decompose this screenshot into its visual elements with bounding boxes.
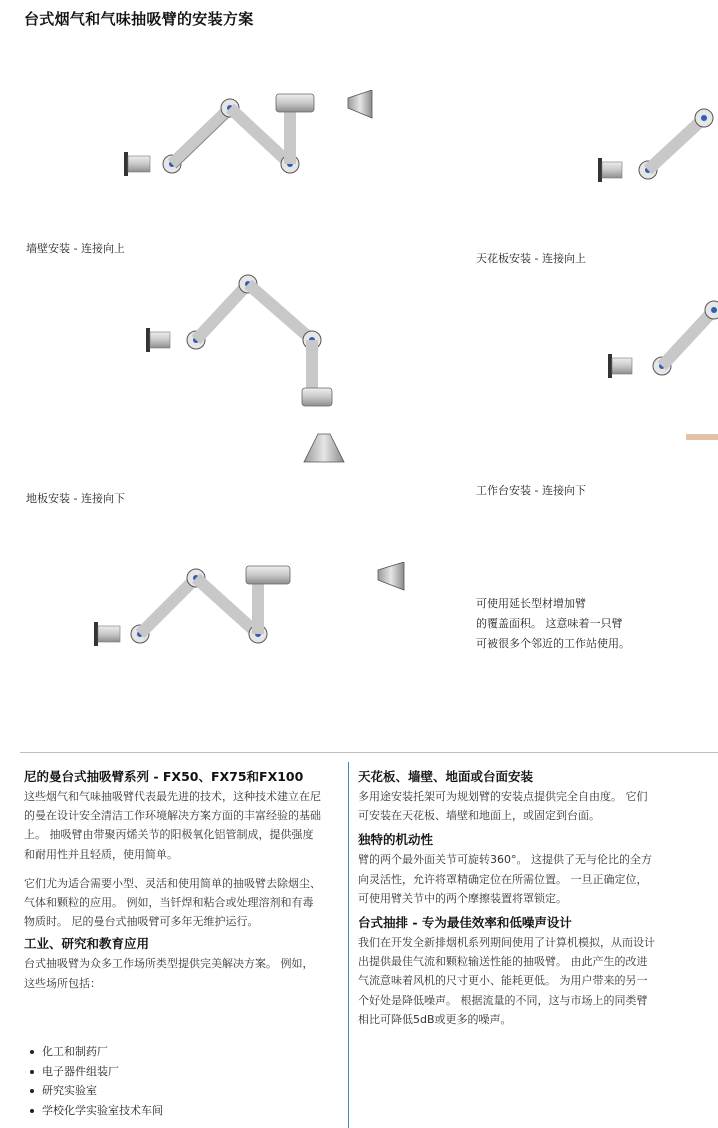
extension-note-line: 可被很多个邻近的工作站使用。 [476,637,630,650]
applications-paragraph [24,874,342,932]
text-line: 这些烟气和气味抽吸臂代表最先进的技术，这种技术建立在尼 [24,790,321,803]
list-item: 化工和制药厂 [30,1042,163,1062]
text-line: 气流意味着风机的尺寸更小、能耗更低。 为用户带来的另一 [358,974,648,988]
mobility-paragraph [358,850,688,908]
text-line: 我们在开发全新排烟机系列期间使用了计算机模拟，从而设计 [358,936,655,950]
efficiency-heading: 台式抽排 - 专为最佳效率和低噪声设计 [358,915,572,931]
text-line: 出提供最佳气流和颗粒输送性能的抽吸臂。 由此产生的改进 [358,955,648,969]
extension-note-line: 的覆盖面积。 这意味着一只臂 [476,617,623,630]
list-item: 电子器件组装厂 [30,1062,163,1082]
column-divider [348,762,349,1128]
text-line: 物质时。 尼的曼台式抽吸臂可多年无维护运行。 [24,915,259,929]
industry-paragraph [24,954,342,992]
text-line: 向灵活性，允许将罩精确定位在所需位置。 一旦正确定位， [358,872,648,886]
floor-mount-caption: 地板安装 - 连接向下 [26,492,125,505]
text-line: 气体和颗粒的应用。 例如，当钎焊和粘合或处理溶剂和有毒 [24,896,314,910]
extension-profile-arm-image [90,562,410,654]
text-line: 相比可降低5dB或更多的噪声。 [358,1012,512,1026]
list-item: 研究实验室 [30,1081,163,1101]
wall-mount-arm-image [120,90,380,190]
mounting-paragraph [358,787,688,825]
text-line: 可使用臂关节中的两个摩擦装置将罩锁定。 [358,891,567,905]
workbench-mount-arm-image [606,296,718,446]
page-title: 台式烟气和气味抽吸臂的安装方案 [24,10,254,28]
text-line: 台式抽吸臂为众多工作场所类型提供完美解决方案。 例如， [24,957,314,971]
extension-note [476,594,696,654]
text-line: 它们尤为适合需要小型、灵活和使用简单的抽吸臂去除烟尘、 [24,876,321,890]
series-heading: 尼的曼台式抽吸臂系列 - FX50、FX75和FX100 [24,769,304,784]
text-line: 多用途安装托架可为规划臂的安装点提供完全自由度。 它们 [358,790,648,803]
extension-note-line: 可使用延长型材增加臂 [476,597,586,610]
text-line: 个好处是降低噪声。 根据流量的不同，这与市场上的同类臂 [358,993,648,1007]
mounting-heading: 天花板、墙壁、地面或台面安装 [358,769,534,784]
text-line: 的曼在设计安全清洁工作环境解决方案方面的丰富经验的基础 [24,809,321,823]
ceiling-mount-arm-image [596,108,718,198]
section-divider [20,752,718,753]
text-line: 和耐用性并且轻质，使用简单。 [24,847,178,861]
text-line: 这些场所包括： [24,976,101,990]
text-line: 可安装在天花板、墙壁和地面上，或固定到台面。 [358,809,600,823]
industry-heading: 工业、研究和教育应用 [24,936,150,952]
list-item: 学校化学实验室技术车间 [30,1101,163,1121]
workplace-list [30,1042,163,1120]
floor-mount-arm-image [144,272,364,466]
ceiling-mount-caption: 天花板安装 - 连接向上 [476,252,586,265]
text-line: 上。 抽吸臂由带聚丙烯关节的阳极氧化铝管制成，提供强度 [24,828,314,842]
workbench-mount-caption: 工作台安装 - 连接向下 [476,484,586,497]
efficiency-paragraph [358,933,688,1029]
wall-mount-caption: 墙壁安装 - 连接向上 [26,242,125,255]
mobility-heading: 独特的机动性 [358,832,434,848]
left-column [24,768,342,993]
text-line: 臂的两个最外面关节可旋转360°。 这提供了无与伦比的全方 [358,853,652,867]
right-column [358,768,688,1029]
series-paragraph [24,787,342,864]
